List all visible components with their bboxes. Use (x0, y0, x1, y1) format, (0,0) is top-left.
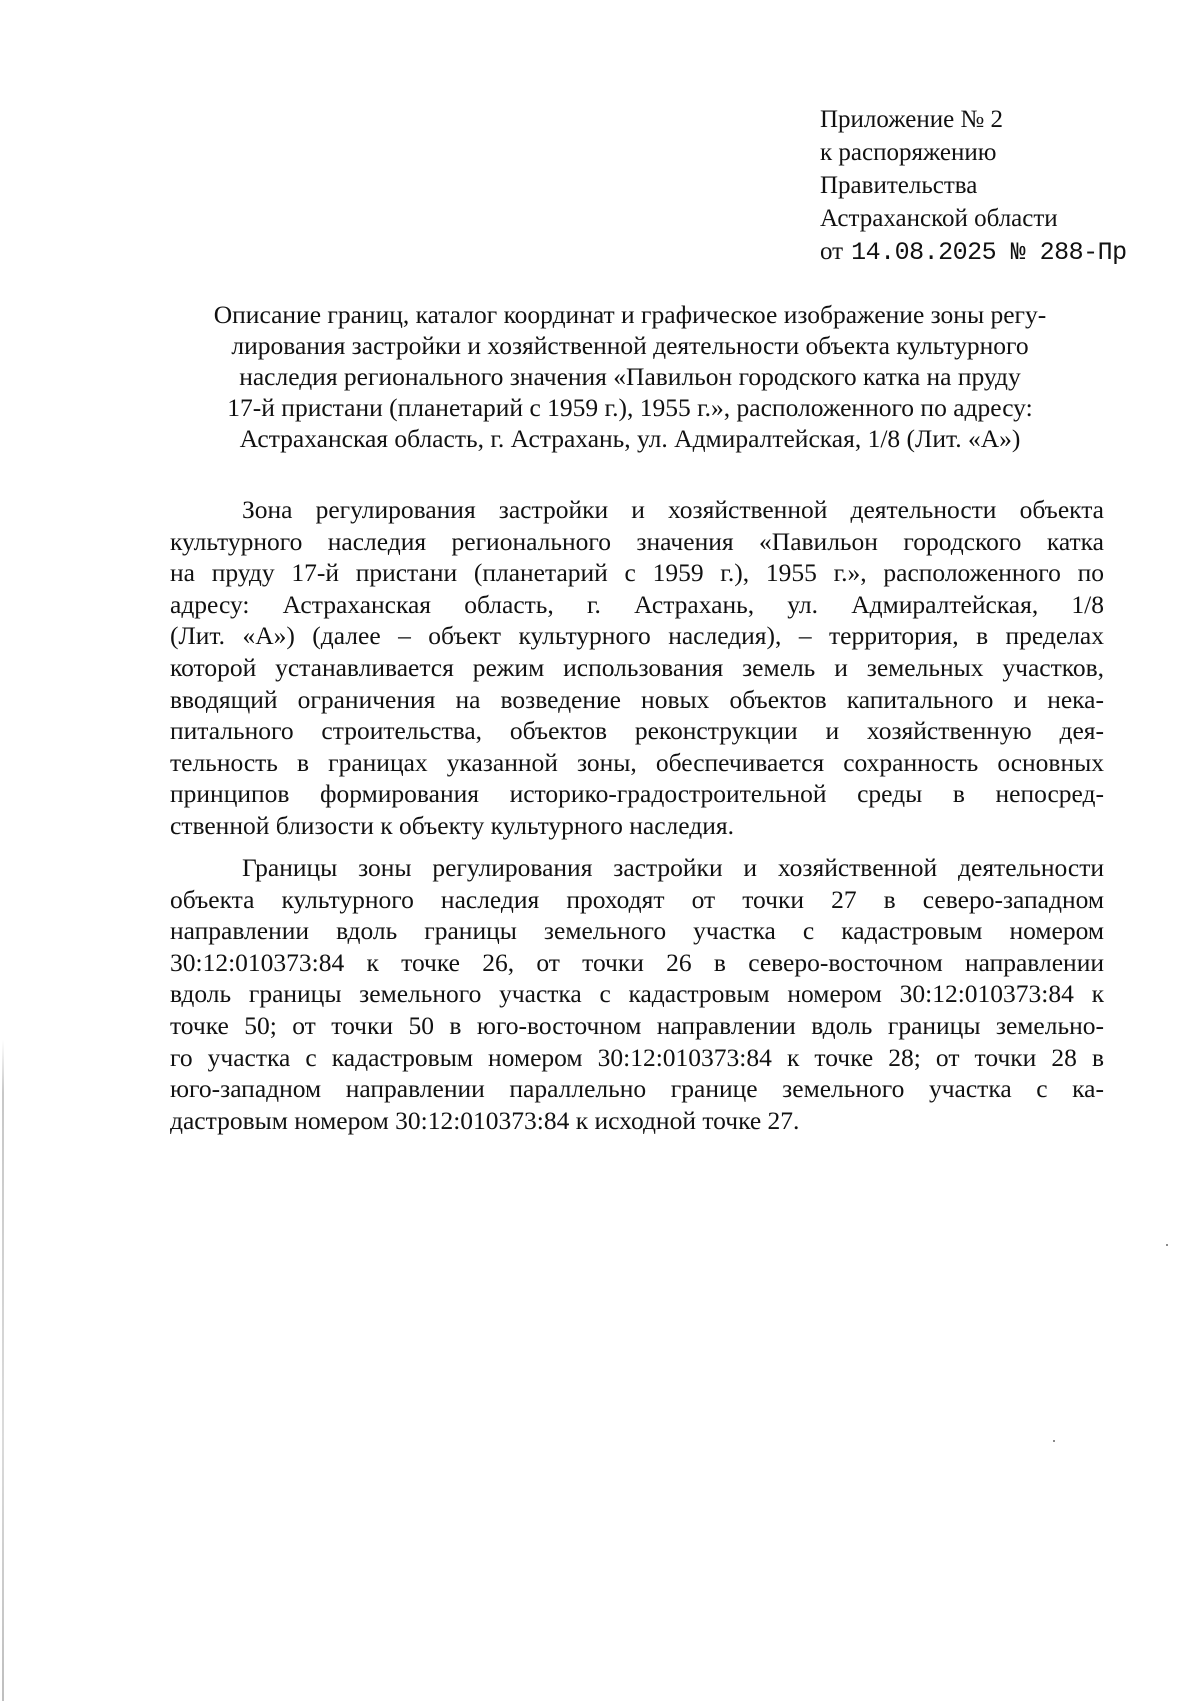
paragraph-line: ственной близости к объекту культурного наследия. (170, 810, 734, 840)
scan-edge-artifact (2, 1040, 4, 1701)
paragraph-line: на пруду 17-й пристани (планетарий с 1959 г.), 1955 г.», расположенного по (170, 558, 1104, 588)
annex-authority: Правительства (820, 172, 978, 199)
paragraph-line: направлении вдоль границы земельного участка с кадастровым номером (170, 916, 1104, 946)
annex-date-line (820, 235, 1127, 269)
paragraph-line: дастровым номером 30:12:010373:84 к исходной точке 27. (170, 1105, 800, 1135)
scan-speck (1053, 1440, 1055, 1442)
annex-number: Приложение № 2 (820, 106, 1004, 133)
paragraph-line: Границы зоны регулирования застройки и хозяйственной деятельности (242, 853, 1104, 882)
title-line: Астраханская область, г. Астрахань, ул. Адмиралтейская, 1/8 (Лит. «А») (239, 424, 1021, 453)
paragraph-line: вдоль границы земельного участка с кадастровым номером 30:12:010373:84 к (170, 979, 1104, 1009)
scan-speck (1166, 1244, 1168, 1246)
paragraph-line: го участка с кадастровым номером 30:12:010373:84 к точке 28; от точки 28 в (170, 1042, 1104, 1072)
paragraph-zone-boundaries (170, 852, 1104, 1136)
paragraph-line: объекта культурного наследия проходят от точки 27 в северо-западном (170, 884, 1104, 914)
paragraph-line: Зона регулирования застройки и хозяйственной деятельности объекта (242, 495, 1104, 524)
paragraph-line: (Лит. «А») (далее – объект культурного наследия), – территория, в пределах (170, 621, 1104, 651)
paragraph-line: точке 50; от точки 50 в юго-восточном направлении вдоль границы земельно- (170, 1010, 1104, 1040)
document-title (150, 299, 1110, 454)
annex-block (820, 103, 1127, 269)
paragraph-line: которой устанавливается режим использования земель и земельных участков, (170, 652, 1104, 682)
annex-ref-line: к распоряжению (820, 139, 997, 166)
annex-date-prefix: от (820, 238, 844, 265)
title-line: 17-й пристани (планетарий с 1959 г.), 1955 г.», расположенного по адресу: (227, 393, 1033, 422)
paragraph-line: питального строительства, объектов реконструкции и хозяйственную дея- (170, 716, 1104, 746)
title-line: наследия регионального значения «Павильон городского катка на пруду (239, 362, 1021, 391)
paragraph-line: принципов формирования историко-градостроительной среды в непосред- (170, 779, 1104, 809)
paragraph-line: культурного наследия регионального значения «Павильон городского катка (170, 526, 1104, 556)
title-line: лирования застройки и хозяйственной деятельности объекта культурного (231, 331, 1029, 360)
paragraph-line: 30:12:010373:84 к точке 26, от точки 26 в северо-восточном направлении (170, 947, 1104, 977)
annex-date-stamp: 14.08.2025 № 288-Пр (851, 238, 1127, 267)
title-line: Описание границ, каталог координат и графическое изображение зоны регу- (213, 300, 1047, 329)
annex-region: Астраханской области (820, 205, 1058, 232)
paragraph-line: тельность в границах указанной зоны, обеспечивается сохранность основных (170, 747, 1104, 777)
paragraph-line: юго-западном направлении параллельно границе земельного участка с ка- (170, 1074, 1104, 1104)
paragraph-zone-definition (170, 494, 1104, 842)
paragraph-line: вводящий ограничения на возведение новых объектов капитального и нека- (170, 684, 1104, 714)
paragraph-line: адресу: Астраханская область, г. Астрахань, ул. Адмиралтейская, 1/8 (170, 589, 1104, 619)
